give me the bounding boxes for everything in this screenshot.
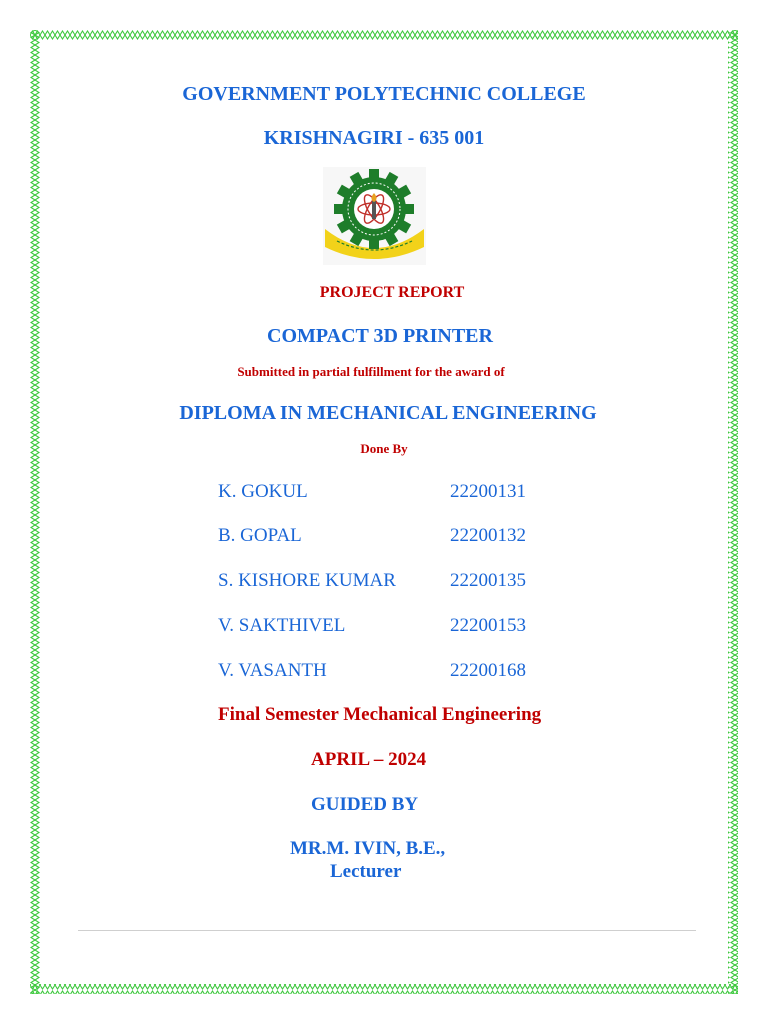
student-name: V. SAKTHIVEL xyxy=(218,615,346,636)
student-id: 22200135 xyxy=(450,570,526,591)
footer-divider xyxy=(78,930,696,931)
project-title: COMPACT 3D PRINTER xyxy=(267,325,493,347)
submission-date: APRIL – 2024 xyxy=(311,749,427,770)
student-name: B. GOPAL xyxy=(218,525,302,546)
college-name: GOVERNMENT POLYTECHNIC COLLEGE xyxy=(182,83,586,105)
project-report-label: PROJECT REPORT xyxy=(319,284,465,301)
submitted-text: Submitted in partial fulfillment for the award of xyxy=(237,364,505,379)
student-id: 22200132 xyxy=(450,525,526,546)
guide-name: MR.M. IVIN, B.E., xyxy=(290,838,446,859)
student-name: V. VASANTH xyxy=(218,660,327,681)
student-name: K. GOKUL xyxy=(218,481,308,502)
semester-text: Final Semester Mechanical Engineering xyxy=(218,704,542,725)
college-address: KRISHNAGIRI - 635 001 xyxy=(263,127,485,149)
college-emblem-icon xyxy=(323,167,426,265)
guided-by-label: GUIDED BY xyxy=(311,794,419,815)
guide-role: Lecturer xyxy=(330,861,402,882)
student-id: 22200153 xyxy=(450,615,526,636)
done-by-label: Done By xyxy=(360,441,408,456)
student-id: 22200131 xyxy=(450,481,526,502)
student-id: 22200168 xyxy=(450,660,526,681)
student-name: S. KISHORE KUMAR xyxy=(218,570,396,591)
diploma-title: DIPLOMA IN MECHANICAL ENGINEERING xyxy=(179,402,597,424)
